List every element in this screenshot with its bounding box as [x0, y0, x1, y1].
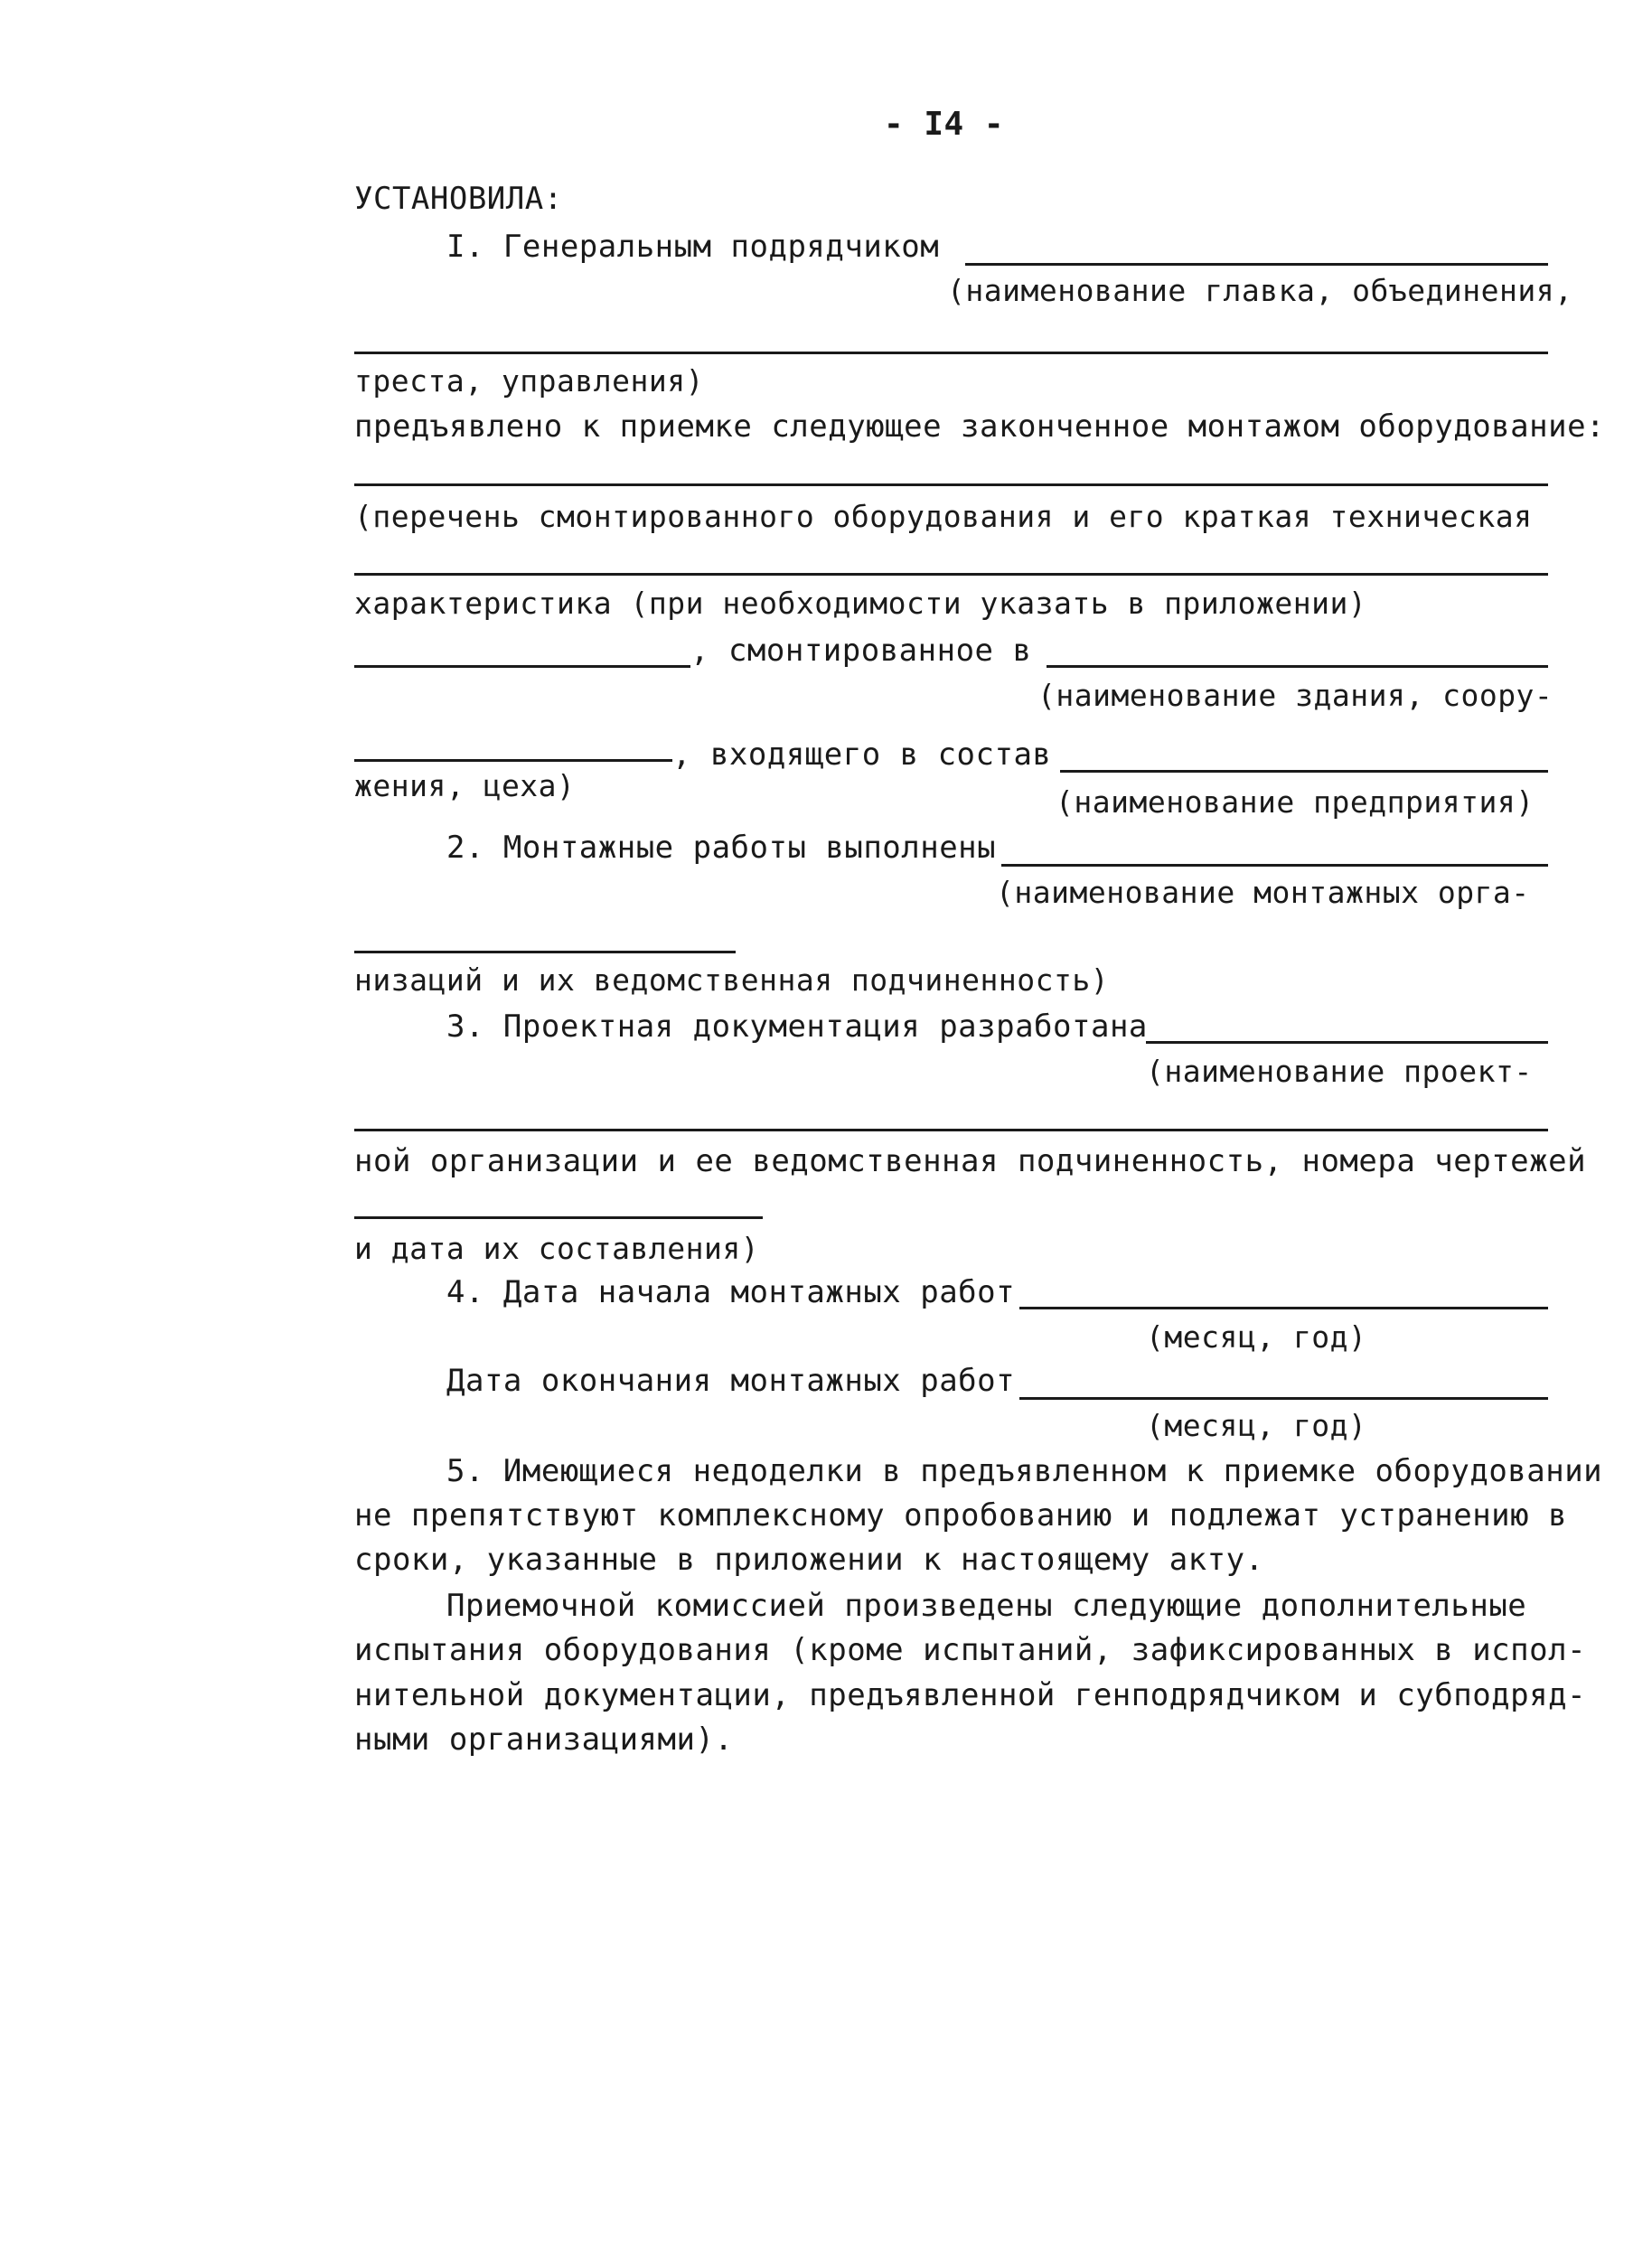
general-contractor-hint-cont: треста, управления)	[354, 363, 704, 399]
equipment-blank-short	[354, 665, 690, 668]
item-1-label: I. Генеральным подрядчиком	[446, 229, 940, 265]
enterprise-blank	[1060, 770, 1548, 773]
equipment-list-blank-2	[354, 573, 1548, 576]
installer-hint: (наименование монтажных орга-	[996, 875, 1530, 910]
tests-line-4: ными организациями).	[354, 1722, 734, 1758]
designer-hint: (наименование проект-	[1146, 1054, 1533, 1089]
designer-blank-2	[354, 1129, 1548, 1131]
end-date-hint: (месяц, год)	[1146, 1408, 1367, 1443]
item-5-line-1: 5. Имеющиеся недоделки в предъявленном к приемке оборудовании	[446, 1453, 1603, 1489]
item-2-label: 2. Монтажные работы выполнены	[446, 830, 997, 866]
end-date-blank	[1019, 1397, 1548, 1400]
building-hint-cont: жения, цеха)	[354, 768, 576, 803]
part-of-label: , входящего в состав	[672, 736, 1052, 773]
item-4-start-label: 4. Дата начала монтажных работ	[446, 1274, 1016, 1310]
start-date-blank	[1019, 1307, 1548, 1309]
tests-line-1: Приемочной комиссией произведены следующие дополнительные	[446, 1588, 1527, 1624]
designer-blank	[1146, 1041, 1548, 1044]
mounted-in-label: , смонтированное в	[690, 633, 1032, 669]
tests-line-2: испытания оборудования (кроме испытаний, зафиксированных в испол-	[354, 1632, 1587, 1668]
drawings-hint: и дата их составления)	[354, 1231, 760, 1266]
drawings-blank	[354, 1216, 763, 1219]
installer-hint-cont: низаций и их ведомственная подчиненность)	[354, 962, 1110, 998]
start-date-hint: (месяц, год)	[1146, 1319, 1367, 1355]
general-contractor-blank-2	[354, 352, 1548, 354]
general-contractor-blank	[965, 263, 1548, 266]
building-blank-2	[354, 759, 672, 762]
general-contractor-hint: (наименование главка, объединения,	[947, 273, 1573, 308]
equipment-list-blank	[354, 483, 1548, 486]
item-3-label: 3. Проектная документация разработана	[446, 1009, 1148, 1045]
installer-blank	[1001, 864, 1548, 867]
item-5-line-3: сроки, указанные в приложении к настоящему акту.	[354, 1542, 1264, 1578]
page-number: - I4 -	[884, 106, 1005, 143]
tests-line-3: нительной документации, предъявленной генподрядчиком и субподряд-	[354, 1677, 1587, 1713]
installer-blank-2	[354, 951, 736, 953]
section-heading: УСТАНОВИЛА:	[354, 181, 563, 217]
building-hint: (наименование здания, соору-	[1037, 678, 1553, 713]
equipment-list-hint-cont: характеристика (при необходимости указать в приложении)	[354, 586, 1367, 621]
item-5-line-2: не препятствуют комплексному опробованию и подлежат устранению в	[354, 1497, 1568, 1534]
designer-hint-cont: ной организации и ее ведомственная подчиненность, номера чертежей	[354, 1143, 1587, 1179]
enterprise-hint: (наименование предприятия)	[1056, 784, 1535, 820]
end-date-label: Дата окончания монтажных работ	[446, 1363, 1016, 1399]
equipment-intro: предъявлено к приемке следующее законченное монтажом оборудование:	[354, 408, 1606, 445]
building-blank	[1047, 665, 1548, 668]
equipment-list-hint: (перечень смонтированного оборудования и его краткая техническая	[354, 499, 1533, 534]
